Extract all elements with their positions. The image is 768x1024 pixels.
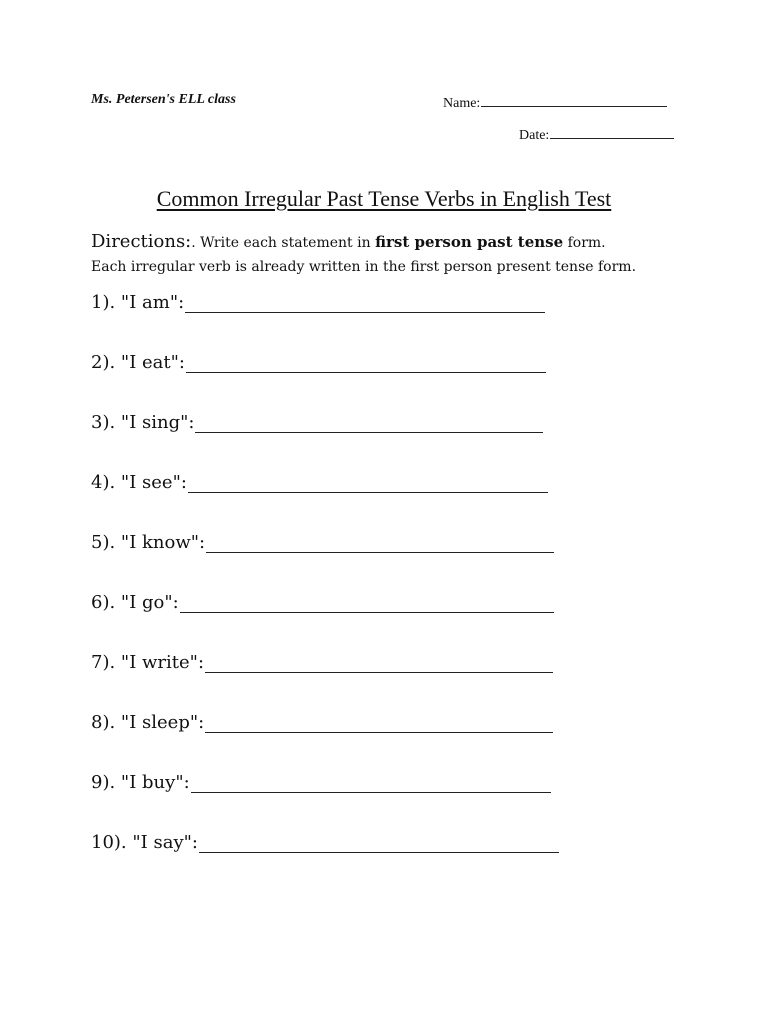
answer-blank[interactable] [186, 352, 546, 373]
question-item [91, 532, 559, 592]
question-item [91, 772, 559, 832]
date-blank[interactable] [550, 124, 674, 139]
answer-blank[interactable] [205, 652, 553, 673]
date-label: Date: [519, 128, 550, 143]
directions-label: Directions: [91, 231, 192, 252]
question-label: 4). "I see": [91, 472, 187, 493]
question-label: 2). "I eat": [91, 352, 185, 373]
answer-blank[interactable] [206, 532, 554, 553]
question-label: 1). "I am": [91, 292, 185, 313]
answer-blank[interactable] [195, 412, 543, 433]
name-label: Name: [443, 96, 481, 111]
answer-blank[interactable] [205, 712, 553, 733]
directions-line-2: Each irregular verb is already written in the first person present tense form. [91, 259, 637, 275]
directions-text-after: form. [563, 235, 606, 251]
page-title: Common Irregular Past Tense Verbs in English Test [156, 186, 612, 211]
question-label: 10). "I say": [91, 832, 198, 853]
name-field [443, 92, 667, 112]
name-blank[interactable] [481, 92, 667, 107]
question-item [91, 292, 559, 352]
date-field [519, 124, 674, 144]
directions-bold-text: first person past tense [375, 233, 564, 251]
question-item [91, 412, 559, 472]
question-list [91, 292, 559, 892]
question-item [91, 352, 559, 412]
directions-text-before: . Write each statement in [191, 235, 376, 251]
answer-blank[interactable] [188, 472, 548, 493]
question-label: 8). "I sleep": [91, 712, 205, 733]
question-label: 9). "I buy": [91, 772, 190, 793]
question-label: 3). "I sing": [91, 412, 195, 433]
answer-blank[interactable] [185, 292, 545, 313]
question-item [91, 712, 559, 772]
class-name: Ms. Petersen's ELL class [91, 92, 236, 107]
question-item [91, 592, 559, 652]
directions-line-1 [91, 231, 606, 252]
question-label: 7). "I write": [91, 652, 205, 673]
answer-blank[interactable] [191, 772, 551, 793]
answer-blank[interactable] [180, 592, 554, 613]
answer-blank[interactable] [199, 832, 559, 853]
question-item [91, 652, 559, 712]
question-item [91, 832, 559, 892]
question-label: 6). "I go": [91, 592, 179, 613]
question-item [91, 472, 559, 532]
question-label: 5). "I know": [91, 532, 206, 553]
